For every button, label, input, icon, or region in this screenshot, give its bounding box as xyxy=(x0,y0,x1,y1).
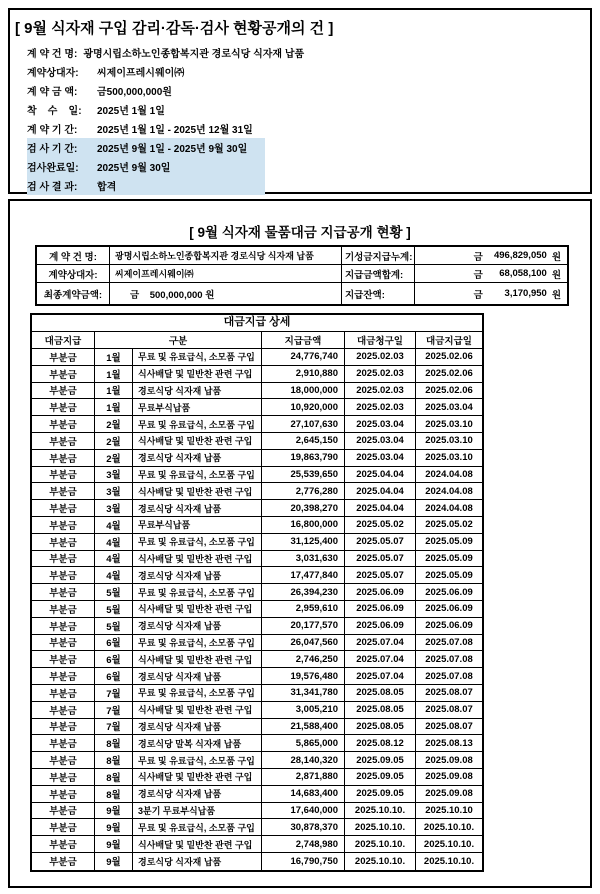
payment-type-cell: 부분금 xyxy=(32,702,95,718)
claim-date-cell: 2025.05.07 xyxy=(345,534,416,550)
payment-type-cell: 부분금 xyxy=(32,819,95,835)
detail-table-title: 대금지급 상세 xyxy=(32,315,482,332)
detail-row xyxy=(32,618,482,635)
field-value: 2025년 9월 30일 xyxy=(97,163,171,174)
field-value: 씨제이프레시웨이㈜ xyxy=(97,68,185,79)
contract-info-row xyxy=(27,100,265,119)
detail-row xyxy=(32,601,482,618)
payment-type-cell: 부분금 xyxy=(32,651,95,667)
payment-type-cell: 부분금 xyxy=(32,467,95,483)
contract-info-row xyxy=(27,119,265,138)
month-cell: 1월 xyxy=(95,366,133,382)
field-label: 계 약 건 명: xyxy=(27,49,78,60)
payment-date-cell: 2025.03.10 xyxy=(425,418,473,430)
category-cell: 무료 및 유료급식, 소모품 구입 xyxy=(133,819,262,835)
payment-type-cell: 부분금 xyxy=(32,635,95,651)
summary-row xyxy=(37,247,567,265)
header-category: 구분 xyxy=(95,332,262,348)
claim-date-cell: 2025.09.05 xyxy=(345,769,416,785)
category-cell: 경로식당 식자재 납품 xyxy=(133,853,262,870)
currency-prefix: 금 xyxy=(473,251,483,263)
category-cell: 무료부식납품 xyxy=(133,517,262,533)
claim-date-cell: 2025.08.05 xyxy=(345,719,416,735)
payment-date-cell: 2025.09.08 xyxy=(425,788,473,800)
amount-cell: 17,640,000 xyxy=(262,803,345,819)
payment-date-cell: 2025.03.10 xyxy=(425,435,473,447)
payment-date-cell: 2025.05.09 xyxy=(425,536,473,548)
month-cell: 4월 xyxy=(95,551,133,567)
field-label: 착 수 일: xyxy=(27,106,82,117)
contract-info-row xyxy=(27,138,265,157)
claim-date-cell: 2025.05.07 xyxy=(345,551,416,567)
payment-date-cell: 2025.10.10 xyxy=(425,804,473,816)
amount-cell: 26,394,230 xyxy=(262,584,345,600)
month-cell: 3월 xyxy=(95,483,133,499)
amount-cell: 17,477,840 xyxy=(262,567,345,583)
category-cell: 식사배달 및 밑반찬 관련 구입 xyxy=(133,551,262,567)
category-cell: 식사배달 및 밑반찬 관련 구입 xyxy=(133,769,262,785)
amount-cell: 21,588,400 xyxy=(262,719,345,735)
detail-row xyxy=(32,819,482,836)
detail-row xyxy=(32,433,482,450)
claim-date-cell: 2025.05.02 xyxy=(345,517,416,533)
claim-date-cell: 2025.10.10. xyxy=(345,819,416,835)
detail-row xyxy=(32,500,482,517)
amount-cell: 24,776,740 xyxy=(262,349,345,365)
payment-date-cell: 2025.05.02 xyxy=(425,519,473,531)
payment-date-cell: 2024.04.08 xyxy=(425,485,473,497)
payment-type-cell: 부분금 xyxy=(32,500,95,516)
category-cell: 경로식당 식자재 납품 xyxy=(133,668,262,684)
claim-date-cell: 2025.03.04 xyxy=(345,433,416,449)
claim-date-cell: 2025.06.09 xyxy=(345,618,416,634)
detail-row xyxy=(32,517,482,534)
payment-date-cell: 2025.06.09 xyxy=(425,620,473,632)
payment-type-cell: 부분금 xyxy=(32,853,95,870)
amount-cell: 25,539,650 xyxy=(262,467,345,483)
month-cell: 2월 xyxy=(95,433,133,449)
month-cell: 8월 xyxy=(95,735,133,751)
detail-row xyxy=(32,383,482,400)
payment-type-cell: 부분금 xyxy=(32,517,95,533)
detail-row xyxy=(32,483,482,500)
claim-date-cell: 2025.03.04 xyxy=(345,450,416,466)
payment-type-cell: 부분금 xyxy=(32,685,95,701)
amount-cell: 27,107,630 xyxy=(262,416,345,432)
payment-date-cell: 2025.02.06 xyxy=(425,384,473,396)
payment-type-cell: 부분금 xyxy=(32,399,95,415)
payment-type-cell: 부분금 xyxy=(32,567,95,583)
amount-cell: 31,341,780 xyxy=(262,685,345,701)
detail-row xyxy=(32,651,482,668)
summary-value-left: 씨제이프레시웨이㈜ xyxy=(110,265,342,282)
payment-date-cell: 2025.09.08 xyxy=(425,754,473,766)
month-cell: 1월 xyxy=(95,349,133,365)
category-cell: 식사배달 및 밑반찬 관련 구입 xyxy=(133,433,262,449)
field-label: 계 약 기 간: xyxy=(27,125,78,136)
field-value: 2025년 9월 1일 - 2025년 9월 30일 xyxy=(97,144,248,155)
amount-cell: 2,959,610 xyxy=(262,601,345,617)
amount-value: 68,058,100 xyxy=(499,268,547,279)
category-cell: 식사배달 및 밑반찬 관련 구입 xyxy=(133,601,262,617)
payment-date-cell: 2025.10.10. xyxy=(423,838,475,850)
claim-date-cell: 2025.04.04 xyxy=(345,467,416,483)
amount-cell: 2,748,980 xyxy=(262,836,345,852)
field-value: 합격 xyxy=(97,182,117,193)
detail-row xyxy=(32,769,482,786)
payment-type-cell: 부분금 xyxy=(32,668,95,684)
summary-amount-cell xyxy=(415,283,567,304)
payment-type-cell: 부분금 xyxy=(32,349,95,365)
summary-row xyxy=(37,265,567,283)
contract-info-row xyxy=(27,81,265,100)
currency-unit: 원 xyxy=(551,269,561,281)
payment-type-cell: 부분금 xyxy=(32,433,95,449)
claim-date-cell: 2025.03.04 xyxy=(345,416,416,432)
amount-cell: 2,910,880 xyxy=(262,366,345,382)
category-cell: 식사배달 및 밑반찬 관련 구입 xyxy=(133,836,262,852)
summary-label-right: 기성금지급누계: xyxy=(342,247,415,264)
header-amount: 지급금액 xyxy=(262,332,345,348)
amount-cell: 19,576,480 xyxy=(262,668,345,684)
claim-date-cell: 2025.04.04 xyxy=(345,483,416,499)
field-value: 금500,000,000원 xyxy=(97,87,172,98)
claim-date-cell: 2025.08.05 xyxy=(345,702,416,718)
amount-cell: 3,031,630 xyxy=(262,551,345,567)
header-payment-date: 대금지급일 xyxy=(426,336,472,347)
detail-row xyxy=(32,853,482,870)
payment-type-cell: 부분금 xyxy=(32,483,95,499)
payment-type-cell: 부분금 xyxy=(32,601,95,617)
detail-row xyxy=(32,735,482,752)
amount-cell: 10,920,000 xyxy=(262,399,345,415)
claim-date-cell: 2025.08.05 xyxy=(345,685,416,701)
claim-date-cell: 2025.02.03 xyxy=(345,349,416,365)
payment-date-cell: 2025.07.08 xyxy=(425,653,473,665)
category-cell: 무료 및 유료급식, 소모품 구입 xyxy=(133,349,262,365)
payment-date-cell: 2025.07.08 xyxy=(425,636,473,648)
amount-cell: 2,746,250 xyxy=(262,651,345,667)
category-cell: 식사배달 및 밑반찬 관련 구입 xyxy=(133,483,262,499)
detail-table-header xyxy=(32,332,482,349)
payment-date-cell: 2025.08.13 xyxy=(425,737,473,749)
amount-cell: 2,871,880 xyxy=(262,769,345,785)
category-cell: 무료 및 유료급식, 소모품 구입 xyxy=(133,635,262,651)
amount-cell: 31,125,400 xyxy=(262,534,345,550)
currency-unit: 원 xyxy=(551,251,561,263)
summary-label-right: 지급금액합계: xyxy=(342,265,415,282)
amount-cell: 20,398,270 xyxy=(262,500,345,516)
month-cell: 4월 xyxy=(95,517,133,533)
contract-info-list xyxy=(10,43,590,195)
month-cell: 1월 xyxy=(95,383,133,399)
claim-date-cell: 2025.08.12 xyxy=(345,735,416,751)
month-cell: 6월 xyxy=(95,668,133,684)
month-cell: 9월 xyxy=(95,836,133,852)
detail-row xyxy=(32,399,482,416)
month-cell: 4월 xyxy=(95,567,133,583)
amount-cell: 3,005,210 xyxy=(262,702,345,718)
summary-amount-cell xyxy=(415,247,567,264)
detail-row xyxy=(32,450,482,467)
payment-date-cell: 2024.04.08 xyxy=(425,468,473,480)
payment-date-cell: 2025.05.09 xyxy=(425,569,473,581)
payment-type-cell: 부분금 xyxy=(32,752,95,768)
detail-row xyxy=(32,668,482,685)
payment-type-cell: 부분금 xyxy=(32,551,95,567)
summary-value-left: 광명시립소하노인종합복지관 경로식당 식자재 납품 xyxy=(110,247,342,264)
claim-date-cell: 2025.02.03 xyxy=(345,383,416,399)
amount-cell: 2,776,280 xyxy=(262,483,345,499)
month-cell: 5월 xyxy=(95,601,133,617)
month-cell: 8월 xyxy=(95,752,133,768)
amount-cell: 16,800,000 xyxy=(262,517,345,533)
detail-table-body xyxy=(32,349,482,870)
claim-date-cell: 2025.06.09 xyxy=(345,601,416,617)
payment-date-cell: 2025.02.06 xyxy=(425,351,473,363)
claim-date-cell: 2025.10.10. xyxy=(345,803,416,819)
detail-row xyxy=(32,551,482,568)
payment-type-cell: 부분금 xyxy=(32,786,95,802)
field-label: 계 약 금 액: xyxy=(27,87,78,98)
summary-row xyxy=(37,283,567,304)
claim-date-cell: 2025.07.04 xyxy=(345,635,416,651)
amount-cell: 20,177,570 xyxy=(262,618,345,634)
month-cell: 5월 xyxy=(95,618,133,634)
amount-cell: 16,790,750 xyxy=(262,853,345,870)
payment-type-cell: 부분금 xyxy=(32,534,95,550)
month-cell: 4월 xyxy=(95,534,133,550)
category-cell: 경로식당 식자재 납품 xyxy=(133,719,262,735)
currency-unit: 원 xyxy=(551,289,561,301)
detail-row xyxy=(32,567,482,584)
amount-cell: 19,863,790 xyxy=(262,450,345,466)
claim-date-cell: 2025.02.03 xyxy=(345,399,416,415)
category-cell: 식사배달 및 밑반찬 관련 구입 xyxy=(133,366,262,382)
payment-type-cell: 부분금 xyxy=(32,416,95,432)
detail-row xyxy=(32,467,482,484)
month-cell: 2월 xyxy=(95,416,133,432)
category-cell: 식사배달 및 밑반찬 관련 구입 xyxy=(133,702,262,718)
month-cell: 5월 xyxy=(95,584,133,600)
payment-type-cell: 부분금 xyxy=(32,803,95,819)
contract-info-row xyxy=(27,43,305,62)
month-cell: 9월 xyxy=(95,803,133,819)
detail-row xyxy=(32,803,482,820)
payment-date-cell: 2025.03.04 xyxy=(425,401,473,413)
detail-row xyxy=(32,366,482,383)
payment-date-cell: 2025.10.10. xyxy=(423,821,475,833)
category-cell: 무료부식납품 xyxy=(133,399,262,415)
payment-date-cell: 2025.02.06 xyxy=(425,368,473,380)
payment-type-cell: 부분금 xyxy=(32,719,95,735)
claim-date-cell: 2025.07.04 xyxy=(345,668,416,684)
month-cell: 3월 xyxy=(95,467,133,483)
detail-row xyxy=(32,416,482,433)
category-cell: 경로식당 식자재 납품 xyxy=(133,500,262,516)
payment-date-cell: 2025.10.10. xyxy=(423,855,475,867)
month-cell: 9월 xyxy=(95,819,133,835)
payment-date-cell: 2025.08.07 xyxy=(425,720,473,732)
payment-date-cell: 2025.03.10 xyxy=(425,452,473,464)
payment-date-cell: 2025.05.09 xyxy=(425,552,473,564)
payment-type-cell: 부분금 xyxy=(32,735,95,751)
category-cell: 무료 및 유료급식, 소모품 구입 xyxy=(133,685,262,701)
field-value: 광명시립소하노인종합복지관 경로식당 식자재 납품 xyxy=(83,49,305,60)
header-payment-type: 대금지급 xyxy=(32,332,95,348)
claim-date-cell: 2025.02.03 xyxy=(345,366,416,382)
payment-type-cell: 부분금 xyxy=(32,383,95,399)
month-cell: 3월 xyxy=(95,500,133,516)
field-value: 2025년 1월 1일 - 2025년 12월 31일 xyxy=(97,125,253,136)
month-cell: 8월 xyxy=(95,769,133,785)
claim-date-cell: 2025.09.05 xyxy=(345,752,416,768)
summary-label-left: 계 약 건 명: xyxy=(37,247,110,264)
payment-type-cell: 부분금 xyxy=(32,769,95,785)
month-cell: 6월 xyxy=(95,635,133,651)
payment-date-cell: 2025.08.07 xyxy=(425,687,473,699)
contract-info-row xyxy=(27,157,265,176)
month-cell: 7월 xyxy=(95,702,133,718)
detail-row xyxy=(32,836,482,853)
section1-title: [ 9월 식자재 구입 감리·감독·검사 현황공개의 건 ] xyxy=(15,20,334,37)
month-cell: 7월 xyxy=(95,719,133,735)
amount-cell: 18,000,000 xyxy=(262,383,345,399)
detail-row xyxy=(32,685,482,702)
category-cell: 무료 및 유료급식, 소모품 구입 xyxy=(133,534,262,550)
amount-cell: 28,140,320 xyxy=(262,752,345,768)
category-cell: 경로식당 식자재 납품 xyxy=(133,383,262,399)
contract-info-row xyxy=(27,176,265,195)
detail-row xyxy=(32,719,482,736)
currency-prefix: 금 xyxy=(473,269,483,281)
amount-value: 496,829,050 xyxy=(493,250,547,261)
payment-date-cell: 2025.08.07 xyxy=(425,704,473,716)
detail-row xyxy=(32,349,482,366)
summary-table xyxy=(35,245,569,306)
amount-cell: 26,047,560 xyxy=(262,635,345,651)
category-cell: 무료 및 유료급식, 소모품 구입 xyxy=(133,416,262,432)
amount-value: 3,170,950 xyxy=(504,288,547,299)
payment-date-cell: 2025.06.09 xyxy=(425,603,473,615)
category-cell: 경로식당 식자재 납품 xyxy=(133,618,262,634)
header-claim-date: 대금청구일 xyxy=(345,332,416,348)
month-cell: 8월 xyxy=(95,786,133,802)
summary-value-left: 금 500,000,000 원 xyxy=(110,283,342,304)
detail-row xyxy=(32,786,482,803)
payment-date-cell: 2025.06.09 xyxy=(425,586,473,598)
month-cell: 1월 xyxy=(95,399,133,415)
month-cell: 2월 xyxy=(95,450,133,466)
payment-detail-table xyxy=(30,313,484,872)
category-cell: 경로식당 말복 식자재 납품 xyxy=(133,735,262,751)
amount-cell: 5,865,000 xyxy=(262,735,345,751)
currency-prefix: 금 xyxy=(473,289,483,301)
section2-title: [ 9월 식자재 물품대금 지급공개 현황 ] xyxy=(189,225,411,240)
month-cell: 9월 xyxy=(95,853,133,870)
claim-date-cell: 2025.04.04 xyxy=(345,500,416,516)
amount-cell: 30,878,370 xyxy=(262,819,345,835)
field-label: 검사완료일: xyxy=(27,163,79,174)
amount-cell: 14,683,400 xyxy=(262,786,345,802)
payment-type-cell: 부분금 xyxy=(32,618,95,634)
payment-type-cell: 부분금 xyxy=(32,450,95,466)
category-cell: 무료 및 유료급식, 소모품 구입 xyxy=(133,584,262,600)
inspection-status-box xyxy=(8,8,592,194)
detail-row xyxy=(32,702,482,719)
detail-row xyxy=(32,752,482,769)
summary-label-left: 최종계약금액: xyxy=(37,283,110,304)
summary-label-right: 지급잔액: xyxy=(342,283,415,304)
summary-amount-cell xyxy=(415,265,567,282)
detail-row xyxy=(32,584,482,601)
payment-type-cell: 부분금 xyxy=(32,366,95,382)
claim-date-cell: 2025.05.07 xyxy=(345,567,416,583)
detail-row xyxy=(32,635,482,652)
detail-row xyxy=(32,534,482,551)
category-cell: 무료 및 유료급식, 소모품 구입 xyxy=(133,752,262,768)
field-label: 계약상대자: xyxy=(27,68,79,79)
claim-date-cell: 2025.06.09 xyxy=(345,584,416,600)
amount-cell: 2,645,150 xyxy=(262,433,345,449)
field-value: 2025년 1월 1일 xyxy=(97,106,165,117)
payment-type-cell: 부분금 xyxy=(32,584,95,600)
claim-date-cell: 2025.10.10. xyxy=(345,853,416,870)
month-cell: 6월 xyxy=(95,651,133,667)
category-cell: 식사배달 및 밑반찬 관련 구입 xyxy=(133,651,262,667)
category-cell: 3분기 무료부식납품 xyxy=(133,803,262,819)
field-label: 검 사 기 간: xyxy=(27,144,78,155)
payment-date-cell: 2025.07.08 xyxy=(425,670,473,682)
payment-type-cell: 부분금 xyxy=(32,836,95,852)
category-cell: 무료 및 유료급식, 소모품 구입 xyxy=(133,467,262,483)
field-label: 검 사 결 과: xyxy=(27,182,78,193)
payment-status-box xyxy=(8,199,592,888)
category-cell: 경로식당 식자재 납품 xyxy=(133,786,262,802)
claim-date-cell: 2025.09.05 xyxy=(345,786,416,802)
payment-date-cell: 2025.09.08 xyxy=(425,771,473,783)
category-cell: 경로식당 식자재 납품 xyxy=(133,567,262,583)
contract-info-row xyxy=(27,62,265,81)
claim-date-cell: 2025.10.10. xyxy=(345,836,416,852)
category-cell: 경로식당 식자재 납품 xyxy=(133,450,262,466)
claim-date-cell: 2025.07.04 xyxy=(345,651,416,667)
month-cell: 7월 xyxy=(95,685,133,701)
summary-label-left: 계약상대자: xyxy=(37,265,110,282)
payment-date-cell: 2024.04.08 xyxy=(425,502,473,514)
